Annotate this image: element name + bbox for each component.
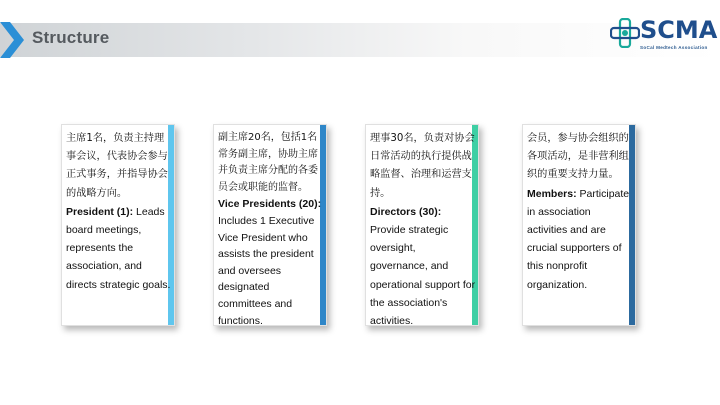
card-description: Participate in association activities and are crucial supporters of this nonprofit organization.	[527, 187, 630, 291]
card-chinese-text: 理事30名，负责对协会日常活动的执行提供战略监督、治理和运营支持。	[370, 133, 475, 199]
card-role: Vice Presidents (20):	[218, 198, 322, 211]
card-english-text	[370, 203, 476, 330]
page-title: Structure	[32, 28, 110, 47]
logo-subtitle: SoCal Medtech Association	[640, 45, 708, 50]
card-english-text	[527, 185, 633, 294]
card-chinese-text: 副主席20名，包括1名常务副主席，协助主席并负责主席分配的各委员会或职能的监督。	[218, 132, 318, 193]
card-description: Provide strategic oversight, governance, and operational support for the association's activities.	[370, 224, 476, 328]
card-role: Directors (30):	[370, 205, 442, 218]
card-chinese-text: 会员，参与协会组织的各项活动，是非营利组织的重要支持力量。	[527, 133, 629, 181]
card-role: Members:	[527, 187, 577, 200]
header	[0, 0, 720, 66]
president-card	[61, 124, 175, 326]
logo-wordmark: SCMA	[640, 16, 718, 44]
card-description: Includes 1 Executive Vice President who assists the president and oversees designated committees and functions.	[218, 214, 315, 327]
card-english-text	[66, 203, 172, 294]
card-chinese-text: 主席1名，负责主持理事会议，代表协会参与正式事务，并指导协会的战略方向。	[66, 133, 168, 199]
card-role: President (1):	[66, 205, 134, 218]
logo	[610, 14, 718, 60]
directors-card	[365, 124, 479, 326]
card-description: Leads board meetings, represents the association, and directs strategic goals.	[66, 205, 171, 291]
card-english-text	[218, 196, 324, 329]
vice-presidents-card	[213, 124, 327, 326]
logo-cross-icon	[610, 18, 640, 48]
members-card	[522, 124, 636, 326]
chevron-icon	[0, 22, 26, 58]
